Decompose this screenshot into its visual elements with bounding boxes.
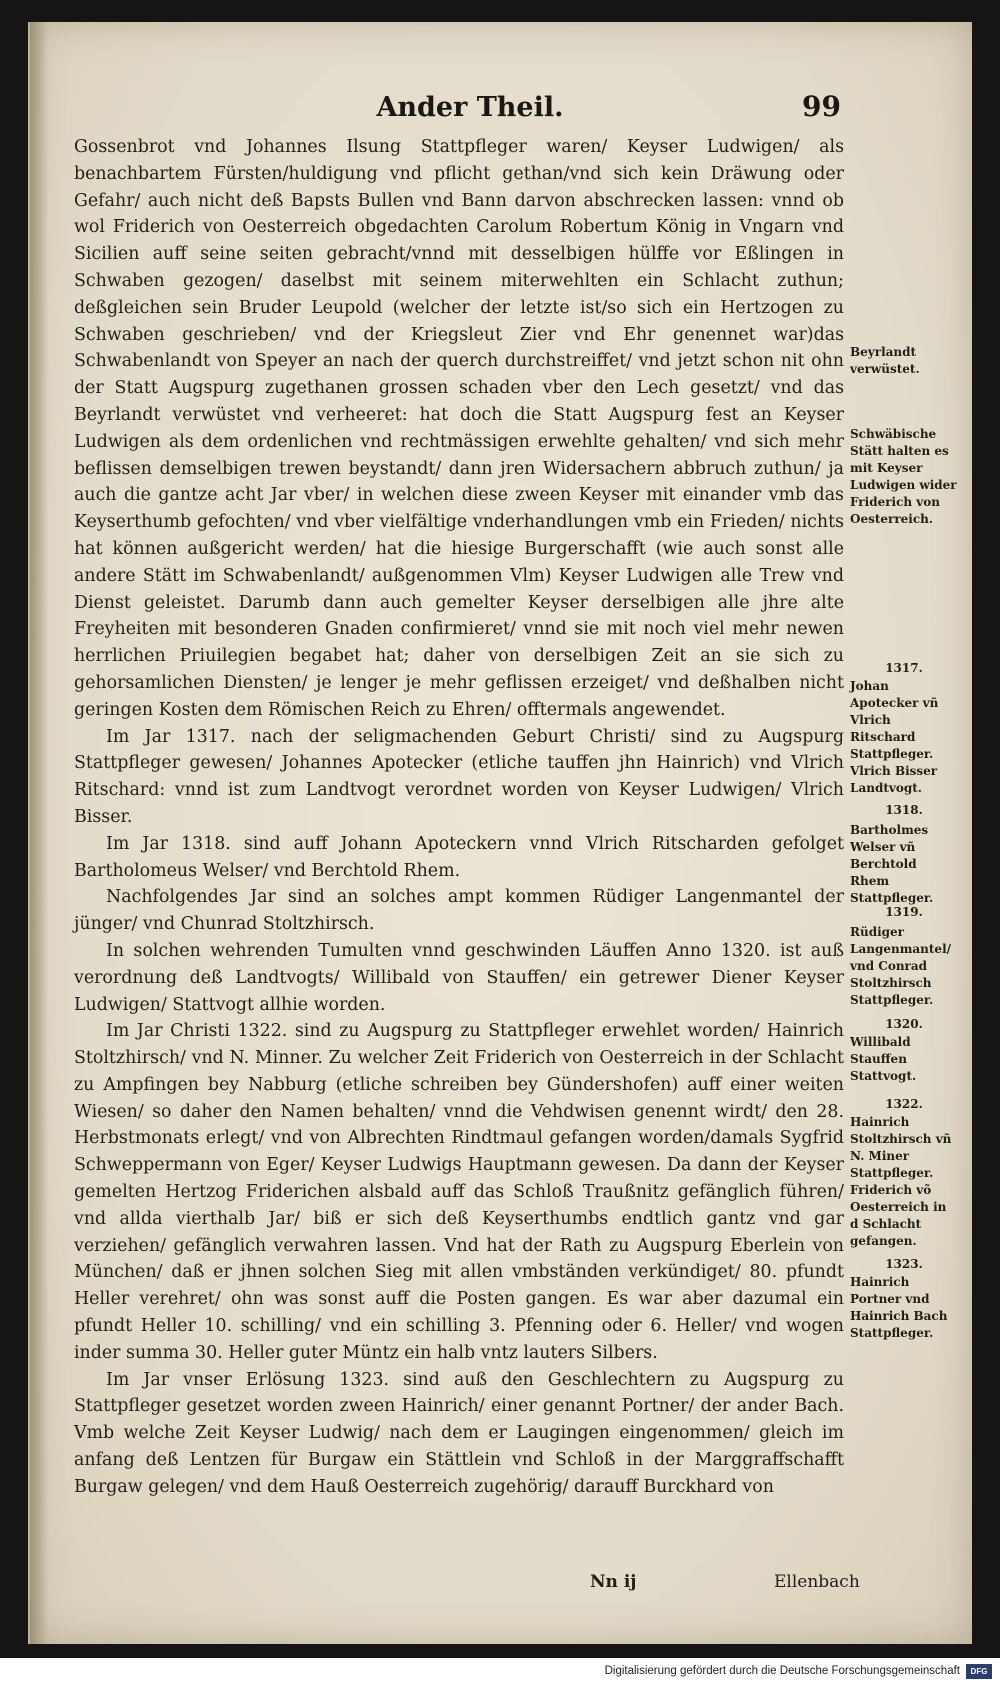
digitization-notice: Digitalisierung gefördert durch die Deutsche Forschungsgemeinschaft (604, 1665, 960, 1677)
margin-note-willibald: Willibald Stauffen Stattvogt. (850, 1035, 917, 1083)
running-head: Ander Theil. (376, 92, 564, 123)
margin-notes (850, 22, 958, 1622)
page-spine-shadow (30, 22, 48, 1644)
digitization-footer (0, 1658, 1000, 1686)
paragraph-continuation: Gossenbrot vnd Johannes Ilsung Stattpfleger waren/ Keyser Ludwigen/ als benachbartem Fürsten/huldigung vnd pflicht gethan/vnd sich kein Dräwung oder Gefahr/ auch nicht deß Bapsts Bullen vnd Bann darvon abschrecken lassen: vnnd ob wol Friderich von Oesterreich obgedachten Carolum Robertum König in Vngarn vnd Sicilien auff seine seiten gebracht/vnnd mit desselbigen hülffe vor Eßlingen in Schwaben gezogen/ daselbst mit seinem miterwehlten ein Schlacht zuthun; deßgleichen sein Bruder Leupold (welcher der letzte ist/so sich ein Hertzogen zu Schwaben geschrieben/ vnd der Kriegsleut Zier vnd Ehr genennet war)das Schwabenlandt von Speyer an nach der querch durchstreiffet/ vnd jetzt schon nit ohn der Statt Augspurg zugethanen grossen schaden vber den Lech gesetzt/ vnd das Beyrlandt verwüstet vnd verheeret: hat doch die Statt Augspurg fest an Keyser Ludwigen als dem ordenlichen vnd rechtmässigen erwehlte gehalten/ vnd sich mehr beflissen demselbigen trewen beystandt/ dann jren Widersachern abbruch zuthun/ ja auch die gantze acht Jar vber/ in welchen diese zween Keyser mit einander vmb das Keyserthumb gefochten/ vnd vber vielfältige vnderhandlungen vmb ein Frieden/ nichts hat können außgericht werden/ hat die hiesige Burgerschafft (wie auch sonst alle andere Stätt im Schwabenlandt/ außgenommen Vlm) Keyser Ludwigen alle Trew vnd Dienst geleistet. Darumb dann auch gemelter Keyser derselbigen alle jhre alte Freyheiten mit besonderen Gnaden confirmieret/ vnnd sie mit noch viel mehr newen herrlichen Priuilegien begabet hat; daher von derselbigen Zeit an sie sich zu gehorsamlichen Diensten/ je lenger je mehr geflissen erzeiget/ vnd deßhalben nicht geringen Kosten dem Römischen Reich zu Ehren/ offtermals angewendet. (74, 137, 844, 720)
paragraph-1317: Im Jar 1317. nach der seligmachenden Geburt Christi/ sind zu Augspurg Stattpfleger gewesen/ Johannes Apotecker (etliche tauffen jhn Hainrich) vnd Vlrich Ritschard: vnnd ist zum Landtvogt verordnet worden von Keyser Ludwigen/ Vlrich Bisser. (74, 726, 844, 827)
margin-note-portner: Hainrich Portner vnd Hainrich Bach Stattpfleger. (850, 1275, 948, 1340)
paragraph-1319: Nachfolgendes Jar sind an solches ampt kommen Rüdiger Langenmantel der jünger/ vnd Chunrad Stoltzhirsch. (74, 887, 844, 935)
catchword: Ellenbach (774, 1572, 860, 1592)
signature-mark: Nn ij (590, 1572, 637, 1592)
margin-note-schwaebische: Schwäbische Stätt halten es mit Keyser Ludwigen wider Friderich von Oesterreich. (850, 427, 957, 526)
margin-note-year-1322: 1322. (885, 1097, 923, 1111)
book-page (28, 22, 972, 1644)
paragraph-1322: Im Jar Christi 1322. sind zu Augspurg zu Stattpfleger erwehlet worden/ Hainrich Stoltzhirsch/ vnd N. Minner. Zu welcher Zeit Friderich von Oesterreich in der Schlacht zu Ampfingen bey Nabburg (etliche schreiben bey Gündershofen) auff einer weiten Wiesen/ so daher den Namen behalten/ vnnd die Vehdwisen genennt wirdt/ den 28. Herbstmonats erlegt/ vnd von Albrechten Rindtmaul gefangen worden/damals Sygfrid Schweppermann von Eger/ Keyser Ludwigs Hauptmann gewesen. Da dann der Keyser gemelten Hertzog Friderichen alsbald auff das Schloß Traußnitz gefänglich führen/ vnd allda vierthalb Jar/ biß er sich deß Keyserthumbs endtlich gantz vnd gar verziehen/ gefänglich verwahren lassen. Vnd hat der Rath zu Augspurg Eberlein von München/ daß er jhnen solchen Sieg mit allen vmbständen verkündiget/ 80. pfundt Heller verehret/ ohn was sonst auff die Posten gangen. Es war aber dazumal ein pfundt Heller 10. schilling/ vnd ein schilling 3. Pfenning oder 6. Heller/ vnd wogen inder summa 30. Heller guter Müntz ein halb vntz lauters Silbers. (74, 1021, 844, 1363)
margin-note-apotecker: Johan Apotecker vñ Vlrich Ritschard Stattpfleger. Vlrich Bisser Landtvogt. (850, 679, 939, 795)
margin-note-year-1319: 1319. (885, 905, 923, 919)
paragraph-1318: Im Jar 1318. sind auff Johann Apoteckern vnnd Vlrich Ritscharden gefolget Bartholomeus Welser/ vnd Berchtold Rhem. (74, 833, 844, 881)
body-text (74, 134, 844, 1501)
margin-note-beyrlandt: Beyrlandt verwüstet. (850, 345, 920, 376)
margin-note-year-1317: 1317. (885, 661, 923, 675)
margin-note-year-1318: 1318. (885, 803, 923, 817)
page-number: 99 (802, 90, 841, 123)
paragraph-1323: Im Jar vnser Erlösung 1323. sind auß den Geschlechtern zu Augspurg zu Stattpfleger gesetzet worden zween Hainrich/ einer genannt Portner/ der ander Bach. Vmb welche Zeit Keyser Ludwig/ nach dem er Laugingen eingenommen/ gleich im anfang deß Lentzen für Burgaw ein Stättlein vnd Schloß in der Marggraffschafft Burgaw gelegen/ vnd dem Hauß Oesterreich zugehörig/ darauff Burckhard von (74, 1369, 844, 1497)
dfg-logo-icon: DFG (966, 1664, 992, 1679)
margin-note-year-1323: 1323. (885, 1257, 923, 1271)
margin-note-welser: Bartholmes Welser vñ Berchtold Rhem Stattpfleger. (850, 823, 934, 905)
margin-note-langenmantel: Rüdiger Langenmantel/ vnd Conrad Stoltzhirsch Stattpfleger. (850, 925, 952, 1007)
margin-note-year-1320: 1320. (885, 1017, 923, 1031)
margin-note-stoltzhirsch: Hainrich Stoltzhirsch vñ N. Miner Stattpfleger. Friderich võ Oesterreich in d Schlacht gefangen. (850, 1115, 952, 1248)
paragraph-1320: In solchen wehrenden Tumulten vnnd geschwinden Läuffen Anno 1320. ist auß verordnung deß Landtvogts/ Willibald von Stauffen/ ein getrewer Diener Keyser Ludwigen/ Stattvogt allhie worden. (74, 940, 844, 1015)
